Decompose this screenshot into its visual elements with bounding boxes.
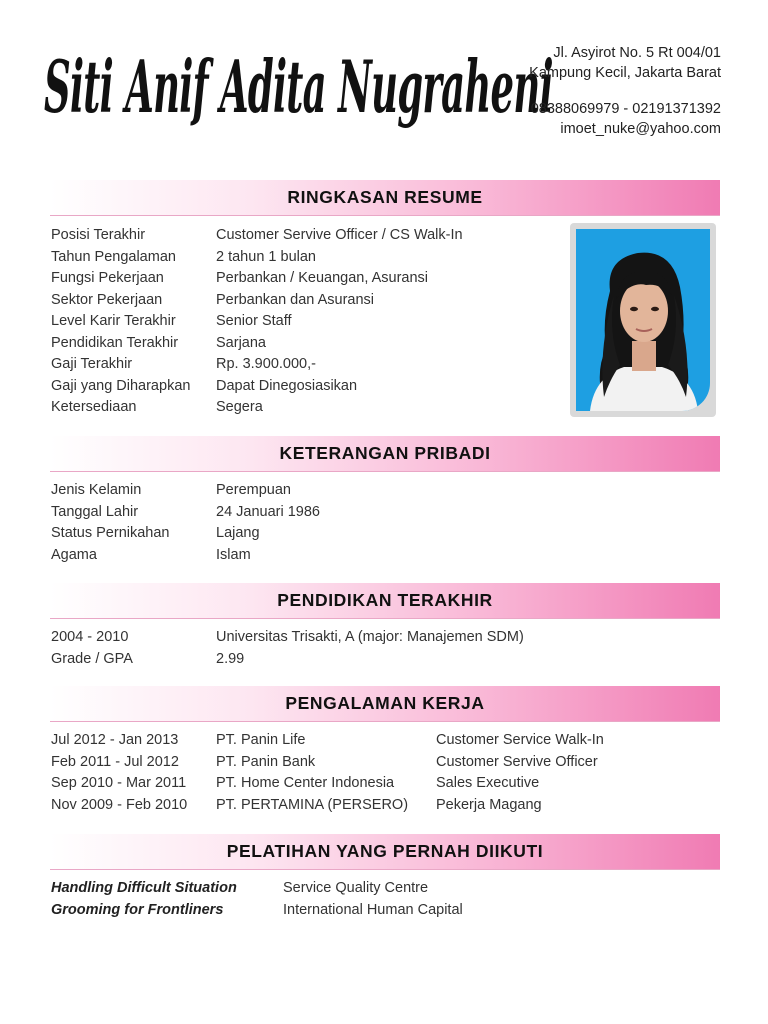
row-company: PT. Panin Bank — [216, 753, 316, 770]
row-company: PT. Home Center Indonesia — [216, 775, 395, 791]
row-role: Pekerja Magang — [436, 796, 542, 813]
applicant-name: Siti Anif Adita Nugraheni — [44, 44, 553, 130]
section-header-education: PENDIDIKAN TERAKHIR — [50, 583, 720, 619]
row-label: Tahun Pengalaman — [51, 248, 176, 265]
row-course: Handling Difficult Situation — [51, 880, 237, 896]
row-role: Customer Service Walk-In — [436, 732, 604, 748]
profile-photo — [570, 223, 716, 417]
row-value: Customer Servive Officer / CS Walk-In — [216, 227, 463, 243]
row-value: Islam — [216, 546, 251, 563]
row-label: Tanggal Lahir — [51, 503, 139, 520]
section-header-personal: KETERANGAN PRIBADI — [50, 436, 720, 472]
section-header-summary: RINGKASAN RESUME — [50, 180, 720, 216]
row-value: Senior Staff — [216, 313, 292, 329]
row-value: Perbankan / Keuangan, Asuransi — [216, 270, 429, 286]
phone-number: 08388069979 - 02191371392 — [530, 101, 721, 117]
email-address: imoet_nuke@yahoo.com — [560, 120, 721, 137]
row-company: PT. PERTAMINA (PERSERO) — [216, 796, 409, 813]
row-value: Lajang — [216, 525, 260, 541]
row-label: Agama — [51, 546, 97, 563]
section-header-training: PELATIHAN YANG PERNAH DIIKUTI — [50, 834, 720, 870]
row-label: Gaji yang Diharapkan — [51, 377, 191, 394]
row-value: 2 tahun 1 bulan — [216, 248, 316, 265]
row-label: Level Karir Terakhir — [51, 313, 176, 329]
row-provider: International Human Capital — [283, 901, 463, 918]
row-provider: Service Quality Centre — [283, 880, 429, 896]
row-period: Sep 2010 - Mar 2011 — [51, 775, 187, 791]
row-label: Grade / GPA — [51, 650, 133, 667]
row-value: 2.99 — [216, 650, 245, 667]
row-label: Status Pernikahan — [51, 525, 170, 541]
contact-block — [529, 44, 721, 139]
row-role: Customer Servive Officer — [436, 753, 598, 770]
photo-background — [576, 229, 710, 411]
row-label: Pendidikan Terakhir — [51, 334, 179, 351]
row-label: 2004 - 2010 — [51, 629, 129, 645]
row-period: Nov 2009 - Feb 2010 — [51, 796, 188, 813]
row-label: Jenis Kelamin — [51, 482, 142, 498]
row-company: PT. Panin Life — [216, 732, 306, 748]
address-line-1: Jl. Asyirot No. 5 Rt 004/01 — [553, 45, 721, 61]
portrait-illustration — [576, 229, 710, 411]
section-header-experience: PENGALAMAN KERJA — [50, 686, 720, 722]
row-value: Segera — [216, 399, 263, 415]
row-period: Jul 2012 - Jan 2013 — [51, 732, 179, 748]
row-value: Sarjana — [216, 334, 266, 351]
row-value: Universitas Trisakti, A (major: Manajemen SDM) — [216, 629, 524, 645]
row-value: Rp. 3.900.000,- — [216, 356, 316, 372]
address-line-2: Kampung Kecil, Jakarta Barat — [529, 64, 721, 81]
row-label: Fungsi Pekerjaan — [51, 270, 164, 286]
row-label: Posisi Terakhir — [51, 227, 146, 243]
row-label: Sektor Pekerjaan — [51, 291, 163, 308]
row-period: Feb 2011 - Jul 2012 — [51, 753, 179, 770]
row-label: Gaji Terakhir — [51, 356, 133, 372]
row-course: Grooming for Frontliners — [51, 901, 224, 918]
row-value: Perempuan — [216, 482, 291, 498]
row-value: Dapat Dinegosiasikan — [216, 377, 358, 394]
row-value: Perbankan dan Asuransi — [216, 291, 374, 308]
row-label: Ketersediaan — [51, 399, 137, 415]
row-value: 24 Januari 1986 — [216, 503, 320, 520]
row-role: Sales Executive — [436, 775, 540, 791]
